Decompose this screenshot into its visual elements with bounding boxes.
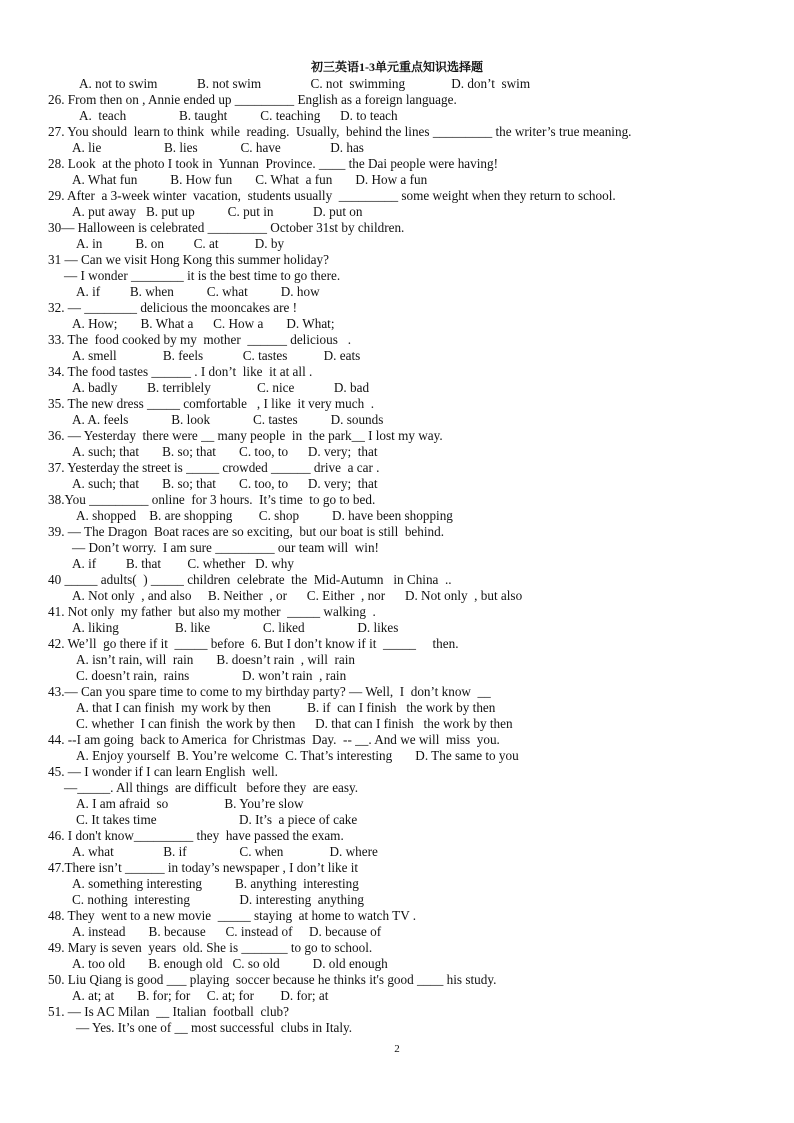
question-line: 41. Not only my father but also my mother _____ walking .: [48, 604, 376, 619]
question-line: 34. The food tastes ______ . I don’t like it at all .: [48, 364, 313, 379]
option-line: A. smell B. feels C. tastes D. eats: [72, 348, 361, 363]
option-line: A. shopped B. are shopping C. shop D. have been shopping: [76, 508, 453, 523]
option-line: A. instead B. because C. instead of D. because of: [72, 924, 382, 939]
question-line: — Don’t worry. I am sure _________ our team will win!: [72, 540, 379, 555]
question-line: 45. — I wonder if I can learn English well.: [48, 764, 278, 779]
question-line: 26. From then on , Annie ended up _________ English as a foreign language.: [48, 92, 457, 107]
option-line: A. badly B. terriblely C. nice D. bad: [72, 380, 370, 395]
option-line: A. at; at B. for; for C. at; for D. for; at: [72, 988, 329, 1003]
question-line: 47.There isn’t ______ in today’s newspaper , I don’t like it: [48, 860, 359, 875]
question-line: — Yes. It’s one of __ most successful clubs in Italy.: [76, 1020, 353, 1035]
question-line: 42. We’ll go there if it _____ before 6. But I don’t know if it _____ then.: [48, 636, 459, 651]
option-line: A. not to swim B. not swim C. not swimming D. don’t swim: [79, 76, 531, 91]
option-line: A. I am afraid so B. You’re slow: [76, 796, 304, 811]
option-line: A. in B. on C. at D. by: [76, 236, 285, 251]
question-line: 29. After a 3-week winter vacation, students usually _________ some weight when they return to school.: [48, 188, 616, 203]
question-line: 37. Yesterday the street is _____ crowded ______ drive a car .: [48, 460, 380, 475]
question-line: 31 — Can we visit Hong Kong this summer holiday?: [48, 252, 329, 267]
option-line: A. teach B. taught C. teaching D. to teach: [79, 108, 398, 123]
question-line: —_____. All things are difficult before they are easy.: [64, 780, 359, 795]
question-line: 46. I don't know_________ they have passed the exam.: [48, 828, 344, 843]
option-line: A. How; B. What a C. How a D. What;: [72, 316, 335, 331]
page-number: 2: [394, 1043, 400, 1055]
question-line: 44. --I am going back to America for Christmas Day. -- __. And we will miss you.: [48, 732, 500, 747]
option-line: A. lie B. lies C. have D. has: [72, 140, 364, 155]
question-line: 51. — Is AC Milan __ Italian football club?: [48, 1004, 289, 1019]
question-line: 32. — ________ delicious the mooncakes are !: [48, 300, 298, 315]
question-line: 38.You _________ online for 3 hours. It’s time to go to bed.: [48, 492, 376, 507]
option-line: A. Not only , and also B. Neither , or C. Either , nor D. Not only , but also: [72, 588, 523, 603]
option-line: C. doesn’t rain, rains D. won’t rain , rain: [76, 668, 347, 683]
option-line: A. What fun B. How fun C. What a fun D. How a fun: [72, 172, 428, 187]
option-line: A. A. feels B. look C. tastes D. sounds: [72, 412, 384, 427]
option-line: C. whether I can finish the work by then D. that can I finish the work by then: [76, 716, 513, 731]
question-line: 39. — The Dragon Boat races are so exciting, but our boat is still behind.: [48, 524, 445, 539]
question-line: 33. The food cooked by my mother ______ delicious .: [48, 332, 352, 347]
option-line: A. what B. if C. when D. where: [72, 844, 378, 859]
option-line: A. put away B. put up C. put in D. put on: [72, 204, 363, 219]
option-line: A. isn’t rain, will rain B. doesn’t rain , will rain: [76, 652, 355, 667]
question-line: 49. Mary is seven years old. She is _______ to go to school.: [48, 940, 373, 955]
option-line: A. too old B. enough old C. so old D. old enough: [72, 956, 388, 971]
question-line: 28. Look at the photo I took in Yunnan Province. ____ the Dai people were having!: [48, 156, 498, 171]
question-line: 35. The new dress _____ comfortable , I like it very much .: [48, 396, 375, 411]
option-line: A. Enjoy yourself B. You’re welcome C. That’s interesting D. The same to you: [76, 748, 519, 763]
option-line: A. such; that B. so; that C. too, to D. very; that: [72, 476, 378, 491]
question-line: 36. — Yesterday there were __ many people in the park__ I lost my way.: [48, 428, 443, 443]
question-line: — I wonder ________ it is the best time to go there.: [64, 268, 341, 283]
option-line: A. that I can finish my work by then B. if can I finish the work by then: [76, 700, 496, 715]
option-line: A. if B. when C. what D. how: [76, 284, 320, 299]
option-line: A. something interesting B. anything interesting: [72, 876, 359, 891]
question-line: 48. They went to a new movie _____ staying at home to watch TV .: [48, 908, 417, 923]
option-line: C. nothing interesting D. interesting anything: [72, 892, 364, 907]
option-line: A. if B. that C. whether D. why: [72, 556, 294, 571]
option-line: C. It takes time D. It’s a piece of cake: [76, 812, 358, 827]
option-line: A. such; that B. so; that C. too, to D. very; that: [72, 444, 378, 459]
question-line: 30— Halloween is celebrated _________ October 31st by children.: [48, 220, 405, 235]
page-title: 初三英语1-3单元重点知识选择题: [311, 60, 483, 74]
question-line: 43.— Can you spare time to come to my birthday party? — Well, I don’t know __: [48, 684, 491, 699]
option-line: A. liking B. like C. liked D. likes: [72, 620, 399, 635]
question-line: 40 _____ adults( ) _____ children celebrate the Mid-Autumn in China ..: [48, 572, 452, 587]
question-line: 27. You should learn to think while reading. Usually, behind the lines _________ the writer’s true meaning.: [48, 124, 632, 139]
question-line: 50. Liu Qiang is good ___ playing soccer because he thinks it's good ____ his study.: [48, 972, 497, 987]
